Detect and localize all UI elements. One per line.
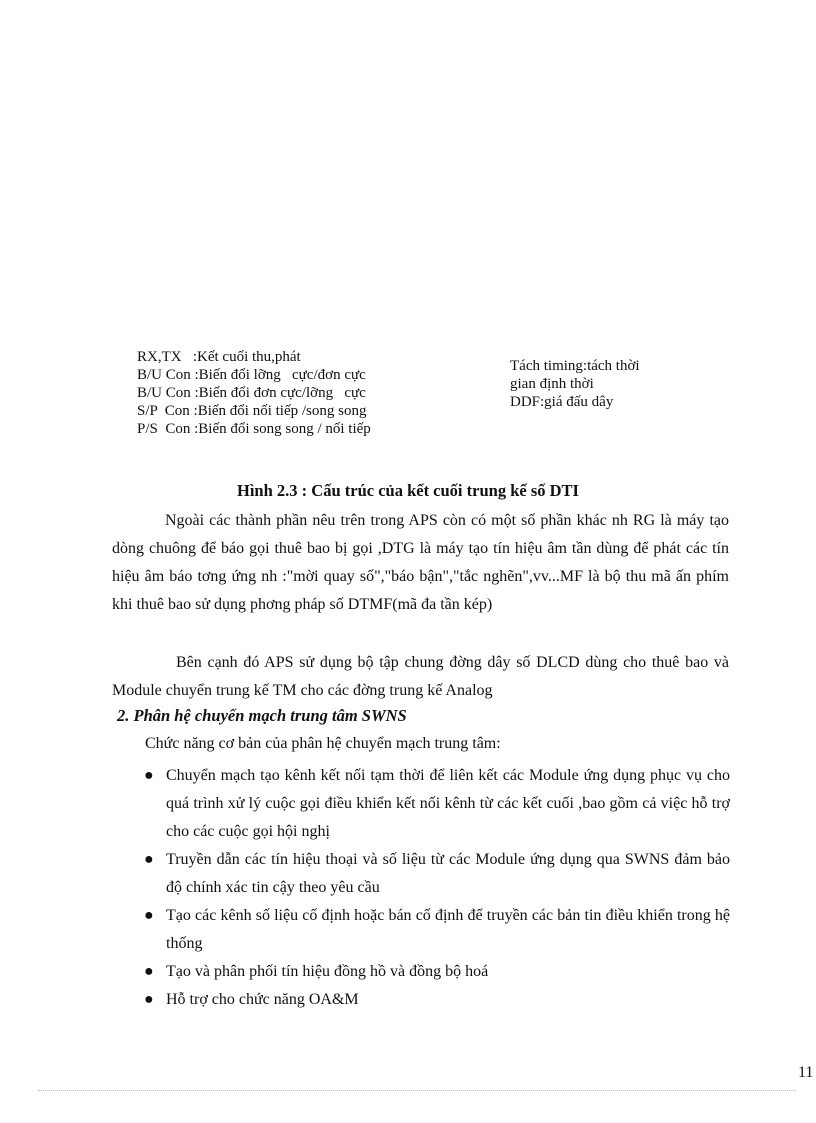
section-intro: Chức năng cơ bản của phân hệ chuyển mạch trung tâm: (145, 735, 501, 752)
figure-legend-left (137, 348, 371, 438)
legend-row: P/S Con :Biến đổi song song / nối tiếp (137, 421, 371, 437)
list-item-text: Truyền dẫn các tín hiệu thoại và số liệu từ các Module ứng dụng qua SWNS đảm bảo độ chính xác tin cậy theo yêu cầu (166, 851, 730, 896)
paragraph-aps-components: Ngoài các thành phần nêu trên trong APS còn có một số phần khác nh RG là máy tạo dòng chuông để báo gọi thuê bao bị gọi ,DTG là máy tạo tín hiệu âm tần dùng để phát các tín hiệu âm báo tơng ứng nh :"mời quay số","báo bận","tắc nghẽn",vv...MF là bộ thu mã ấn phím khi thuê bao sử dụng phơng pháp số DTMF(mã đa tần kép) (112, 512, 729, 613)
list-item (140, 986, 730, 1014)
legend-row: Tách timing:tách thời (510, 358, 640, 374)
legend-row: B/U Con :Biến đổi đơn cực/lỡng cực (137, 385, 366, 401)
legend-row: S/P Con :Biến đổi nối tiếp /song song (137, 403, 367, 419)
list-item (140, 958, 730, 986)
list-item (140, 846, 730, 902)
list-item-text: Tạo các kênh số liệu cố định hoặc bán cố định để truyền các bản tin điều khiển trong hệ thống (166, 907, 730, 952)
bullet-icon: ● (144, 851, 154, 868)
paragraph-aps-dlcd: Bên cạnh đó APS sử dụng bộ tập chung đờng dây số DLCD dùng cho thuê bao và Module chuyển trung kế TM cho các đờng trung kế Analog (112, 654, 729, 699)
list-item (140, 762, 730, 846)
legend-row: B/U Con :Biến đổi lỡng cực/đơn cực (137, 367, 366, 383)
legend-row: RX,TX :Kết cuối thu,phát (137, 349, 301, 365)
section-heading: 2. Phân hệ chuyển mạch trung tâm SWNS (117, 706, 407, 725)
figure-legend-right (510, 357, 640, 411)
list-item (140, 902, 730, 958)
page-number: 11 (798, 1064, 814, 1081)
list-item-text: Hỗ trợ cho chức năng OA&M (166, 991, 359, 1008)
bullet-icon: ● (144, 767, 154, 784)
bullet-icon: ● (144, 991, 154, 1008)
bullet-icon: ● (144, 963, 154, 980)
bullet-icon: ● (144, 907, 154, 924)
list-item-text: Chuyển mạch tạo kênh kết nối tạm thời để liên kết các Module ứng dụng phục vụ cho quá trình xử lý cuộc gọi điều khiển kết nối kênh từ các kết cuối ,bao gồm cả việc hỗ trợ cho các cuộc gọi hội nghị (166, 767, 730, 840)
function-list (140, 762, 730, 1014)
legend-row: gian định thời (510, 376, 594, 392)
figure-caption: Hình 2.3 : Cấu trúc của kết cuối trung kế số DTI (237, 481, 579, 500)
list-item-text: Tạo và phân phối tín hiệu đồng hồ và đồng bộ hoá (166, 963, 489, 980)
legend-row: DDF:giá đấu dây (510, 394, 614, 410)
footer-divider (38, 1090, 796, 1091)
